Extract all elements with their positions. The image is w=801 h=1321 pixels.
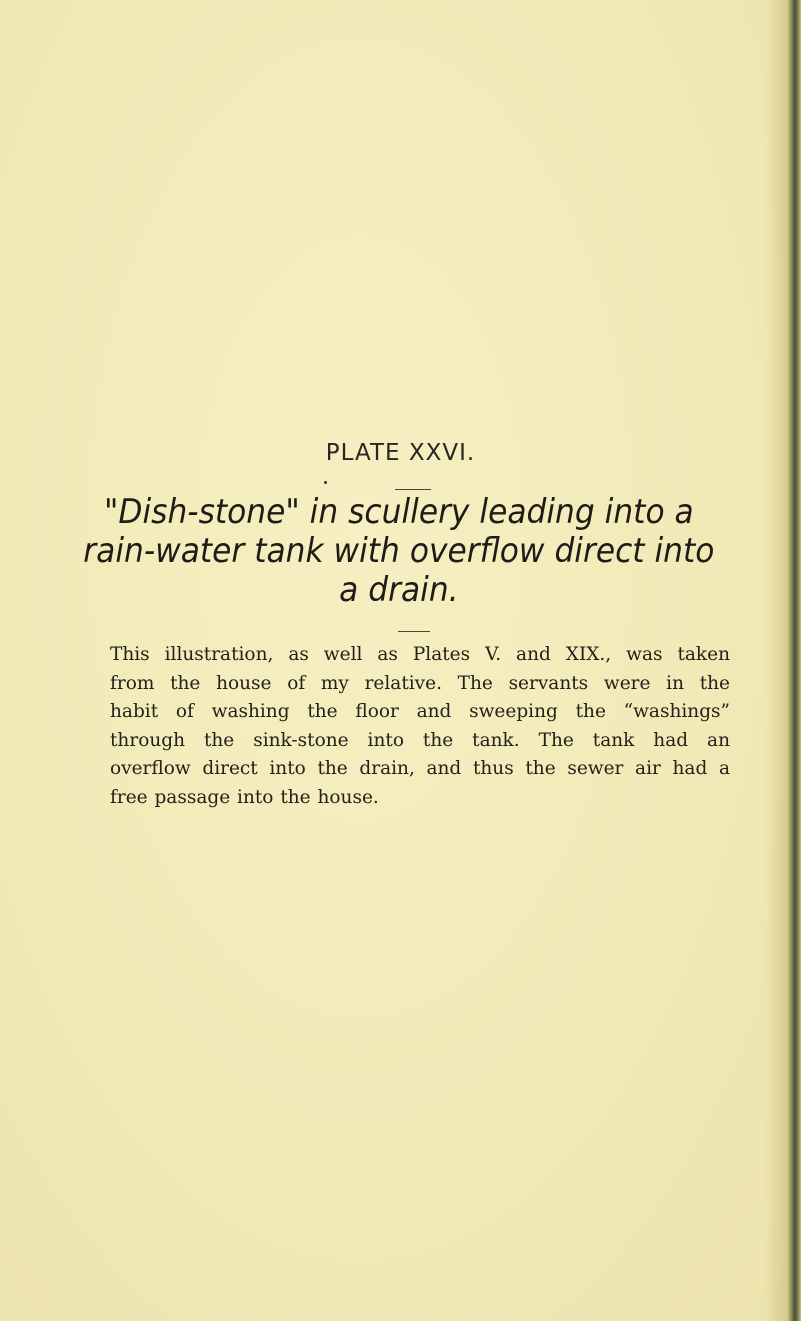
paragraph-line-4: through the sink-stone into the tank. The tank had an bbox=[110, 729, 730, 751]
paragraph-line-1: This illustration, as well as Plates V. and XIX., was taken bbox=[110, 644, 730, 665]
page-gutter-shadow bbox=[765, 0, 787, 1321]
page-edge bbox=[787, 0, 801, 1321]
paragraph-line-5: overflow direct into the drain, and thus the sewer air had a bbox=[110, 758, 730, 780]
paragraph-line-3: habit of washing the floor and sweeping the “washings” bbox=[110, 701, 730, 723]
paragraph-line-2: from the house of my relative. The servants were in the bbox=[110, 672, 730, 694]
caption-line-3: a drain. bbox=[339, 570, 459, 610]
caption-line-1: "Dish-stone" in scullery leading into a bbox=[103, 492, 694, 532]
description-paragraph bbox=[110, 641, 730, 813]
caption-line-2: rain-water tank with overflow direct into bbox=[83, 531, 715, 571]
ink-speck bbox=[324, 481, 327, 484]
bottom-divider-rule bbox=[398, 631, 430, 632]
paragraph-line-6: free passage into the house. bbox=[110, 786, 379, 808]
plate-heading: PLATE XXVI. bbox=[325, 440, 476, 466]
top-divider-rule bbox=[395, 489, 431, 490]
plate-caption bbox=[30, 493, 767, 610]
